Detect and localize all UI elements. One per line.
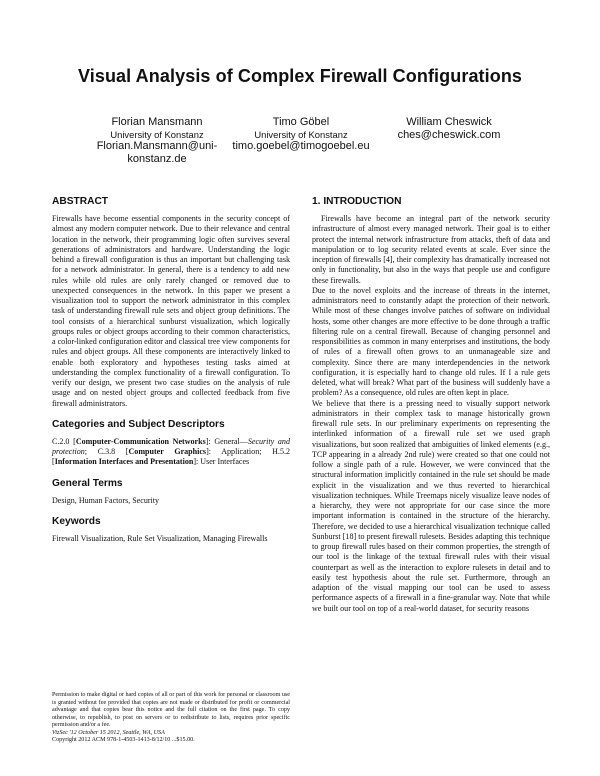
- author-email-continued: konstanz.de: [127, 153, 187, 165]
- author-affiliation: University of Konstanz: [254, 129, 348, 140]
- abstract-heading: ABSTRACT: [52, 196, 109, 207]
- intro-paragraph: Due to the novel exploits and the increase of threats in the internet, administrators need to constantly adapt the protection of their network. While most of these changes involve patches of software on individual hosts, some other changes are more effective to be done through a traffic filtering rule on a central firewall. Because of changing personnel and responsibilities as common in many enterprises and institutions, the body of rules of a firewall often grows to an unmanageable size and complexity. Since there are many interdependencies in the network configuration, it is especially hard to change old rules. If I a rule gets deleted, what will break? What part of the business will suddenly have a problem? As a consequence, old rules are often kept in place.: [312, 285, 550, 398]
- categories-heading: Categories and Subject Descriptors: [52, 418, 225, 430]
- venue-line: VizSec '12 October 15 2012, Seattle, WA, USA: [52, 729, 165, 736]
- author-block: [82, 116, 232, 166]
- copyright-footnote: [52, 692, 290, 745]
- author-name: Florian Mansmann: [111, 116, 203, 128]
- author-email: Florian.Mansmann@uni-: [96, 140, 218, 152]
- introduction-heading: 1. INTRODUCTION: [312, 196, 402, 207]
- author-email: ches@cheswick.com: [397, 129, 501, 141]
- keywords-text: Firewall Visualization, Rule Set Visualization, Managing Firewalls: [52, 533, 268, 543]
- author-name: Timo Göbel: [272, 116, 330, 128]
- intro-paragraph: Firewalls have become an integral part of the network security infrastructure of almost every managed network. Their goal is to either protect the internal network infrastructure from attacks, theft of data and manipulation or to log security related events at scale. Ever since the inception of firewalls [4], their complexity has dramatically increased not only in functionality, but also in the ways that people use and configure these firewalls.: [312, 214, 550, 285]
- author-affiliation: University of Konstanz: [110, 129, 204, 140]
- author-email: timo.goebel@timogoebel.eu: [232, 140, 370, 152]
- general-terms-text: Design, Human Factors, Security: [52, 495, 160, 505]
- abstract-text: Firewalls have become essential components in the security concept of almost any modern computer network. Due to their relevance and central location in the network, their programming logic often survives several generations of administrators and hardware. Understanding the logic behind a firewall configuration is thus an important but challenging task for a network administrator. In general, there is a tendency to add new rules while old rules are only rarely changed or removed due to unexpected consequences in the network. In this paper we present a visualization tool to support the network administrator in this complex task of understanding firewall rule sets and object group definitions. The tool consists of a hierarchical sunburst visualization, which logically groups rules or object groups according to their common characteristics, a color-linked configuration editor and classical tree view components for rules and object groups. All these components are interactively linked to enable both exploratory and hypotheses testing tasks aimed at understanding the complex functionality of a firewall configuration. To verify our design, we present two case studies on the analysis of rule usage and on nested object groups and collected feedback from five firewall administrators.: [52, 214, 290, 408]
- right-column: [312, 196, 550, 614]
- author-block: [218, 116, 384, 153]
- paper-title: Visual Analysis of Complex Firewall Configurations: [77, 66, 523, 86]
- intro-paragraph: We believe that there is a pressing need to visually support network administrators in their complex task to manage historically grown firewall rule sets. In our preliminary experiments on representing the interlinked information of a firewall rule set we used graph visualizations, but soon realized that ambiguities of linked elements (e.g., TCP appearing in a already 2nd rule) were created so that one could not follow a single path of a rule. However, we were convinced that the structural information implicitly contained in the rule set should be made explicit in the visualization and we thus reverted to hierarchical visualization techniques. While Treemaps nicely visualize leave nodes of a hierarchy, they were not appropriate for our case since the more important information is contained in the structure of the hierarchy. Therefore, we decided to use a hierarchical visualization technique called Sunburst [18] to present firewall rulesets. Besides adapting this technique to group firewall rules based on their common properties, the strength of our tool is the linkage of the textual firewall rules with their visual counterpart as well as the interaction to explore rulesets in detail and to easily test hypothesis about the rule set. Furthermore, through an adaption of the visual mapping our tool can be used to assess performance aspects of a firewall in a fine-granular way. Note that while we built our tool on top of a real-world dataset, for security reasons: [312, 398, 550, 613]
- author-block: [382, 116, 516, 142]
- keywords-heading: Keywords: [52, 515, 101, 527]
- left-column: [52, 196, 290, 544]
- general-terms-heading: General Terms: [52, 477, 123, 489]
- copyright-line: Copyright 2012 ACM 978-1-4503-1413-8/12/10 ...$15.00.: [52, 737, 195, 743]
- categories-text: C.2.0 [Computer-Communication Networks]: General—Security and protection; C.3.8 [Computer Graphics]: Application; H.5.2 [Information Interfaces and Presentation]: User Interfaces: [52, 436, 290, 467]
- author-name: William Cheswick: [406, 116, 492, 128]
- permission-notice: Permission to make digital or hard copies of all or part of this work for personal or classroom use is granted without fee provided that copies are not made or distributed for profit or commercial advantage and that copies bear this notice and the full citation on the first page. To copy otherwise, to republish, to post on servers or to redistribute to lists, requires prior specific permission and/or a fee.: [52, 692, 290, 728]
